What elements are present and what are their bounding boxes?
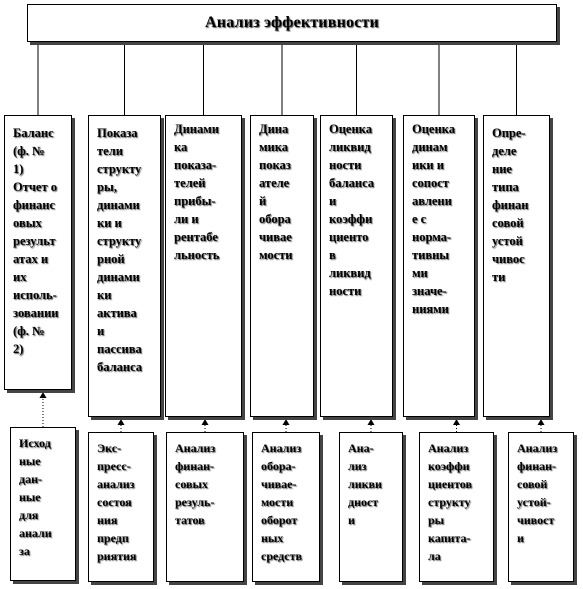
node-label: Динами ка показа- телей прибы- ли и рентабе льность <box>174 122 220 262</box>
node-label: Анализ коэффи циентов структу ры капита- ла <box>428 441 472 563</box>
node-working-capital-turnover-analysis <box>252 432 320 582</box>
arrow-head <box>202 419 209 425</box>
node-financial-stability-analysis <box>508 432 574 582</box>
node-label: Анализ финан- совых резуль- татов <box>175 441 216 527</box>
arrow-head <box>118 419 125 425</box>
node-structure-indicators <box>88 115 161 417</box>
node-label: Ана- лиз ликви дност и <box>348 441 382 527</box>
arrow-head <box>40 392 47 398</box>
node-turnover-dynamics <box>250 115 314 417</box>
node-label: Баланс (ф. № 1) Отчет о финанс овых результ атах и их исполь- зовании (ф. № 2) <box>13 126 59 356</box>
arrow-head <box>368 419 375 425</box>
node-norm-comparison <box>403 115 475 417</box>
arrow-head <box>538 419 545 425</box>
node-express-analysis <box>88 432 154 582</box>
arrow-head <box>283 419 290 425</box>
node-label: Опре- деле ние типа финан совой устой чивос ти <box>492 126 529 284</box>
node-profit-dynamics <box>165 115 242 417</box>
node-label: Показа тели структу ры, динами ки и структу рной динами ки актива и пассива баланса <box>97 126 143 374</box>
node-label: Дина мика показ ателе й обора чивае мости <box>259 122 293 262</box>
root-node <box>27 4 557 42</box>
node-label: Исход ные дан- ные для анали за <box>19 436 52 558</box>
node-capital-structure-analysis <box>419 432 494 582</box>
arrow-head <box>453 419 460 425</box>
node-label: Анализ финан- совой устой- чивост и <box>517 441 558 545</box>
root-title: Анализ эффективности <box>205 14 379 31</box>
node-liquidity-assessment <box>320 115 393 417</box>
node-financial-results-analysis <box>166 432 244 582</box>
node-label: Анализ обора- чивае- мости оборот ных средств <box>261 441 302 563</box>
node-source-data-statements <box>4 115 72 390</box>
node-label: Оценка ликвид ности баланса и коэффи циенто в ликвид ности <box>329 122 375 298</box>
node-label: Экс- пресс- анализ состоя ния предп риятия <box>97 441 137 563</box>
node-financial-stability-type <box>483 115 550 417</box>
node-liquidity-analysis <box>339 432 403 582</box>
node-source-data <box>10 427 76 581</box>
node-label: Оценка динам ики и сопост авлени е с норма- тивны ми значе- ниями <box>412 122 455 316</box>
